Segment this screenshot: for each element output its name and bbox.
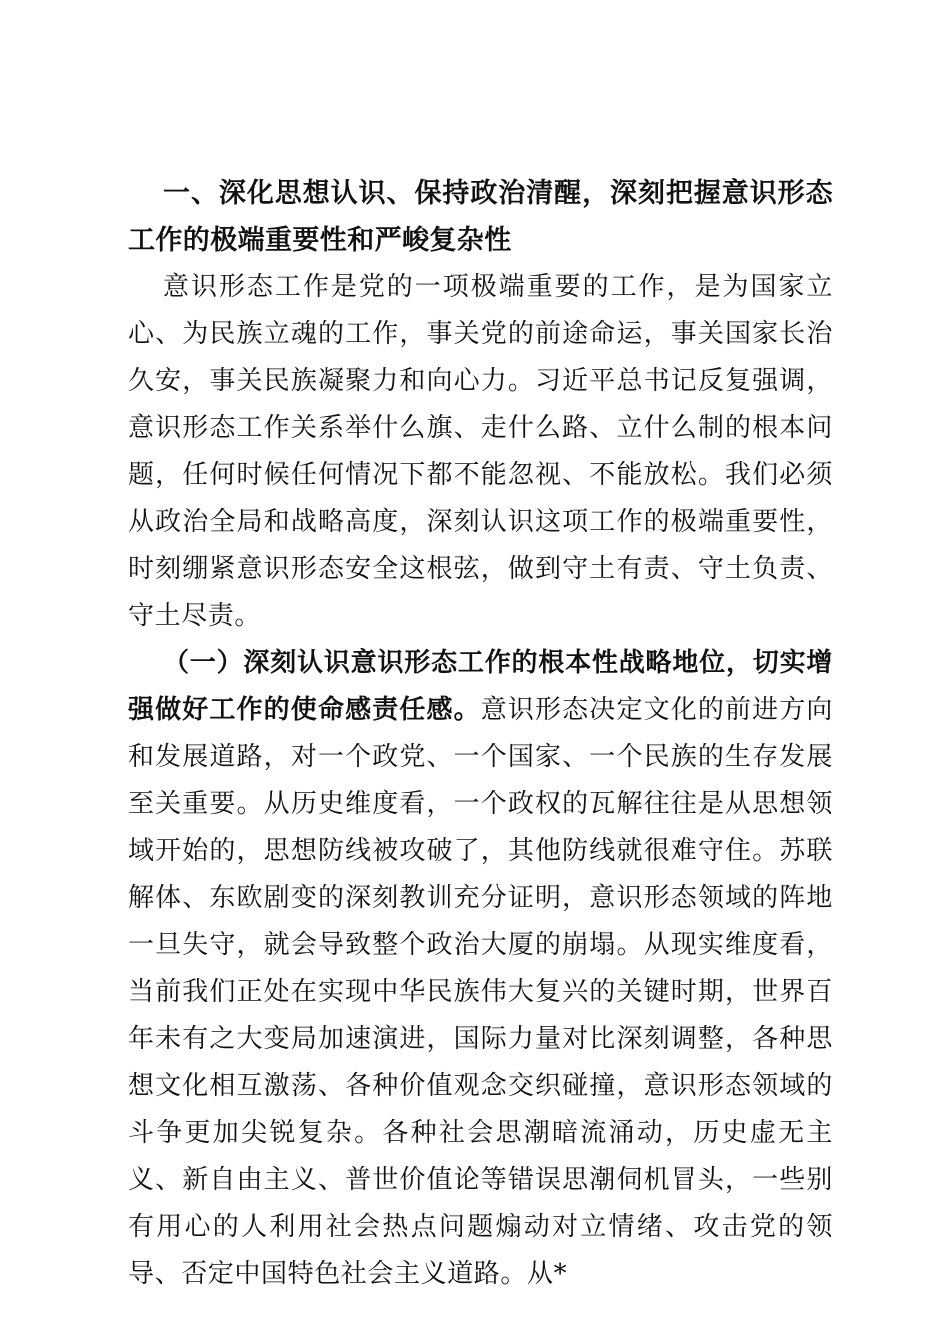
document-body [128, 170, 833, 1298]
paragraph-2 [128, 640, 833, 1298]
section-heading: 一、深化思想认识、保持政治清醒，深刻把握意识形态工作的极端重要性和严峻复杂性 [128, 178, 833, 256]
subsection-lead: （一）深刻认识意识形态工作的根本性战略地位，切实增强做好工作的使命感责任感。 [128, 648, 833, 725]
paragraph-1: 意识形态工作是党的一项极端重要的工作，是为国家立心、为民族立魂的工作，事关党的前途命运，事关国家长治久安，事关民族凝聚力和向心力。习近平总书记反复强调，意识形态工作关系举什么旗、走什么路、立什么制的根本问题，任何时候任何情况下都不能忽视、不能放松。我们必须从政治全局和战略高度，深刻认识这项工作的极端重要性，时刻绷紧意识形态安全这根弦，做到守土有责、守土负责、守土尽责。 [128, 272, 833, 631]
paragraph-2-body: 意识形态决定文化的前进方向和发展道路，对一个政党、一个国家、一个民族的生存发展至关重要。从历史维度看，一个政权的瓦解往往是从思想领域开始的，思想防线被攻破了，其他防线就很难守住。苏联解体、东欧剧变的深刻教训充分证明，意识形态领域的阵地一旦失守，就会导致整个政治大厦的崩塌。从现实维度看，当前我们正处在实现中华民族伟大复兴的关键时期，世界百年未有之大变局加速演进，国际力量对比深刻调整，各种思想文化相互激荡、各种价值观念交织碰撞，意识形态领域的斗争更加尖锐复杂。各种社会思潮暗流涌动，历史虚无主义、新自由主义、普世价值论等错误思潮伺机冒头，一些别有用心的人利用社会热点问题煽动对立情绪、攻击党的领导、否定中国特色社会主义道路。从* [128, 695, 833, 1289]
